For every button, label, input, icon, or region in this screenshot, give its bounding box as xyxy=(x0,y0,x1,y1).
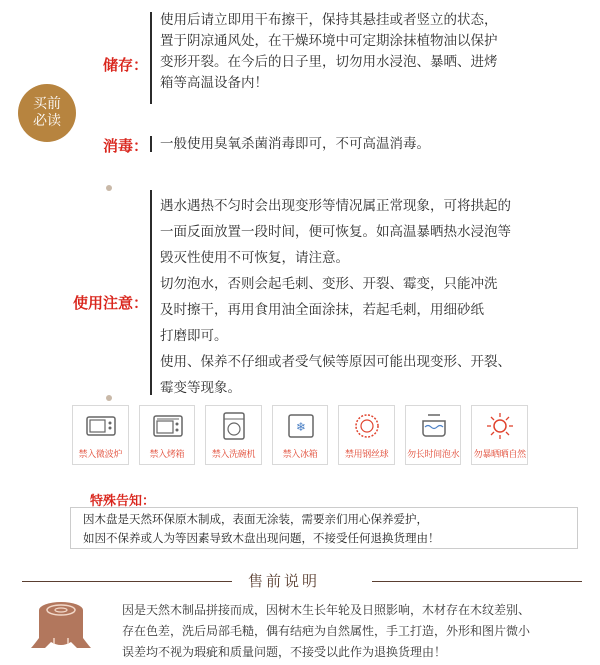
presale-title: 售前说明 xyxy=(248,572,321,590)
prohibit-microwave xyxy=(72,405,129,465)
care-line: 及时擦干，再用食用油全面涂抹，若起毛刺，用细砂纸 xyxy=(160,302,484,318)
dishwasher-icon xyxy=(218,411,250,441)
microwave-icon xyxy=(85,411,117,441)
disinfect-text xyxy=(160,134,430,155)
presale-text xyxy=(122,600,530,663)
badge-line1: 买前 xyxy=(33,96,61,112)
prohibit-sun xyxy=(471,405,528,465)
care-label: 使用注意： xyxy=(72,294,148,312)
svg-text:❄: ❄ xyxy=(295,420,306,434)
storage-label: 储存： xyxy=(102,56,148,74)
must-read-badge xyxy=(18,84,76,142)
care-divider xyxy=(150,190,152,395)
prohibit-dishwasher xyxy=(205,405,262,465)
disinfect-divider xyxy=(150,136,152,152)
care-line: 毁灭性使用不可恢复，请注意。 xyxy=(160,250,349,266)
storage-line: 变形开裂。在今后的日子里，切勿用水浸泡、暴晒、进烤 xyxy=(160,54,498,70)
care-line: 霉变等现象。 xyxy=(160,380,241,396)
care-text xyxy=(160,193,511,401)
prohibit-oven xyxy=(139,405,196,465)
heading-rule-left xyxy=(22,581,232,582)
badge-line2: 必读 xyxy=(33,113,61,129)
prohibit-label: 禁入洗碗机 xyxy=(211,450,256,460)
storage-divider xyxy=(150,12,152,104)
storage-line: 箱等高温设备内！ xyxy=(160,75,268,91)
care-line: 一面反面放置一段时间，便可恢复。如高温暴晒热水浸泡等 xyxy=(160,224,511,240)
tree-stump-icon xyxy=(30,598,92,654)
prohibit-label: 禁入烤箱 xyxy=(149,450,185,460)
decor-dot xyxy=(106,185,112,191)
disinfect-label: 消毒： xyxy=(102,137,148,155)
care-line: 使用、保养不仔细或者受气候等原因可能出现变形、开裂、 xyxy=(160,354,511,370)
disinfect-line: 一般使用臭氧杀菌消毒即可，不可高温消毒。 xyxy=(160,136,430,152)
special-notice-box xyxy=(70,507,578,549)
presale-line: 误差均不视为瑕疵和质量问题，不接受以此作为退换货理由！ xyxy=(122,645,447,659)
prohibit-fridge xyxy=(272,405,329,465)
care-line: 切勿泡水，否则会起毛刺、变形、开裂、霉变，只能冲洗 xyxy=(160,276,498,292)
heading-rule-right xyxy=(372,581,582,582)
special-line: 如因不保养或人为等因素导致木盘出现问题，不接受任何退换货理由！ xyxy=(83,531,440,545)
decor-dot xyxy=(106,395,112,401)
special-line: 因木盘是天然环保原木制成，表面无涂装，需要亲们用心保养爱护， xyxy=(83,512,428,526)
prohibit-steel-wool xyxy=(338,405,395,465)
storage-text xyxy=(160,10,498,94)
prohibit-label: 禁用钢丝球 xyxy=(344,450,389,460)
presale-line: 存在色差，洗后局部毛糙，偶有结疤为自然属性，手工打造，外形和图片微小 xyxy=(122,624,531,638)
soak-icon xyxy=(418,411,450,441)
prohibit-label: 勿长时间泡水 xyxy=(407,450,460,460)
care-line: 打磨即可。 xyxy=(160,328,228,344)
prohibit-label: 禁入微波炉 xyxy=(78,450,123,460)
oven-icon xyxy=(152,411,184,441)
fridge-icon xyxy=(285,411,317,441)
prohibit-label: 禁入冰箱 xyxy=(282,450,318,460)
steel-wool-icon xyxy=(351,411,383,441)
presale-line: 因是天然木制品拼接而成，因树木生长年轮及日照影响，木材存在木纹差别、 xyxy=(122,603,531,617)
prohibit-label: 勿暴晒晒自然 xyxy=(473,450,526,460)
care-line: 遇水遇热不匀时会出现变形等情况属正常现象，可将拱起的 xyxy=(160,198,511,214)
storage-line: 置于阴凉通风处，在干燥环境中可定期涂抹植物油以保护 xyxy=(160,33,498,49)
storage-line: 使用后请立即用干布擦干，保持其悬挂或者竖立的状态， xyxy=(160,12,498,28)
special-notice-title: 特殊告知： xyxy=(90,494,156,509)
sun-icon xyxy=(484,411,516,441)
prohibition-icons-row xyxy=(72,405,528,467)
prohibit-soak xyxy=(405,405,462,465)
